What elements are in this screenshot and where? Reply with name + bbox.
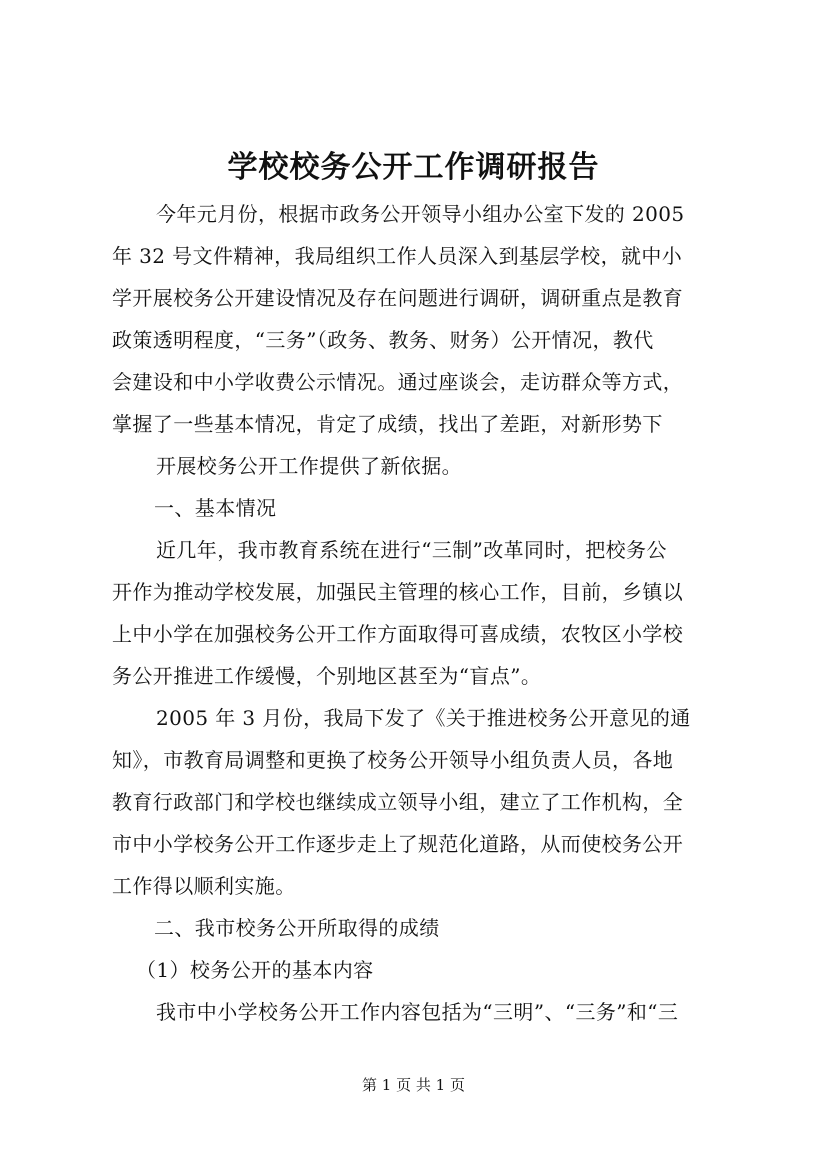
paragraph-line-14: 教育行政部门和学校也继续成立领导小组，建立了工作机构，全 <box>112 790 684 814</box>
subheading-basic-content: （1）校务公开的基本内容 <box>136 958 374 982</box>
section-heading-basic: 一、基本情况 <box>154 496 277 520</box>
paragraph-line-12: 2005 年 3 月份，我局下发了《关于推进校务公开意见的通 <box>156 706 691 730</box>
paragraph-line-6: 掌握了一些基本情况，肯定了成绩，找出了差距，对新形势下 <box>112 412 663 436</box>
paragraph-line-5: 会建设和中小学收费公示情况。通过座谈会，走访群众等方式， <box>112 370 684 394</box>
paragraph-line-7: 开展校务公开工作提供了新依据。 <box>156 454 462 478</box>
page-footer: 第 1 页 共 1 页 <box>362 1076 465 1094</box>
paragraph-line-11: 务公开推进工作缓慢，个别地区甚至为“盲点”。 <box>112 664 542 688</box>
page-title: 学校校务公开工作调研报告 <box>227 150 600 185</box>
paragraph-line-4: 政策透明程度，“三务”（政务、教务、财务）公开情况，教代 <box>112 328 654 352</box>
paragraph-line-2: 年 32 号文件精神，我局组织工作人员深入到基层学校，就中小 <box>112 244 683 268</box>
paragraph-line-9: 开作为推动学校发展，加强民主管理的核心工作，目前，乡镇以 <box>112 580 684 604</box>
section-heading-achievements: 二、我市校务公开所取得的成绩 <box>154 916 440 940</box>
paragraph-line-17: 我市中小学校务公开工作内容包括为“三明”、“三务”和“三 <box>156 1000 679 1024</box>
paragraph-line-15: 市中小学校务公开工作逐步走上了规范化道路，从而使校务公开 <box>112 832 684 856</box>
paragraph-line-8: 近几年，我市教育系统在进行“三制”改革同时，把校务公 <box>156 538 667 562</box>
paragraph-line-10: 上中小学在加强校务公开工作方面取得可喜成绩，农牧区小学校 <box>112 622 684 646</box>
paragraph-line-1: 今年元月份，根据市政务公开领导小组办公室下发的 2005 <box>156 202 685 226</box>
paragraph-line-16: 工作得以顺利实施。 <box>112 874 296 898</box>
paragraph-line-3: 学开展校务公开建设情况及存在问题进行调研，调研重点是教育 <box>112 286 684 310</box>
paragraph-line-13: 知》，市教育局调整和更换了校务公开领导小组负责人员，各地 <box>112 748 674 772</box>
